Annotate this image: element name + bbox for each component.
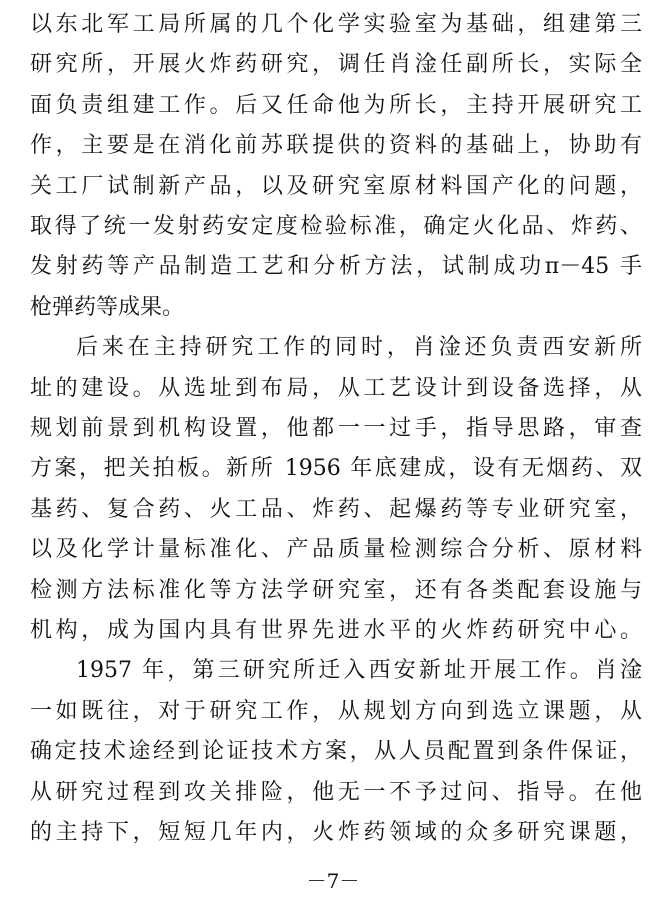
text-line: 址的建设。从选址到布局，从工艺设计到设备选择，从 — [30, 376, 642, 401]
text-line: 研究所，开展火炸药研究，调任肖淦任副所长，实际全 — [30, 52, 642, 77]
text-line: 1957 年，第三研究所迁入西安新址开展工作。肖淦 — [76, 658, 642, 683]
text-line: 机构，成为国内具有世界先进水平的火炸药研究中心。 — [30, 618, 642, 643]
text-line: 后来在主持研究工作的同时，肖淦还负责西安新所 — [76, 335, 642, 360]
text-line: 确定技术途经到论证技术方案，从人员配置到条件保证， — [30, 739, 642, 764]
text-line: 一如既往，对于研究工作，从规划方向到选立课题，从 — [30, 699, 642, 724]
text-line: 规划前景到机构设置，他都一一过手，指导思路，审查 — [30, 416, 642, 441]
text-line: 方案，把关拍板。新所 1956 年底建成，设有无烟药、双 — [30, 456, 642, 481]
text-line: 从研究过程到攻关排险，他无一不予过问、指导。在他 — [30, 780, 642, 805]
text-line: 发射药等产品制造工艺和分析方法，试制成功π－45 手 — [30, 254, 642, 279]
text-line: 面负责组建工作。后又任命他为所长，主持开展研究工 — [30, 93, 642, 118]
text-line: 作，主要是在消化前苏联提供的资料的基础上，协助有 — [30, 133, 642, 158]
text-line: 以东北军工局所属的几个化学实验室为基础，组建第三 — [30, 12, 642, 37]
text-line: 基药、复合药、火工品、炸药、起爆药等专业研究室， — [30, 497, 642, 522]
text-line: 以及化学计量标准化、产品质量检测综合分析、原材料 — [30, 537, 642, 562]
text-line: 的主持下，短短几年内，火炸药领域的众多研究课题， — [30, 820, 642, 845]
text-line: 关工厂试制新产品，以及研究室原材料国产化的问题， — [30, 174, 642, 199]
page-number: －7－ — [306, 869, 360, 893]
text-line: 枪弹药等成果。 — [30, 295, 185, 320]
text-line: 取得了统一发射药安定度检验标准，确定火化品、炸药、 — [30, 214, 642, 239]
text-line: 检测方法标准化等方法学研究室，还有各类配套设施与 — [30, 578, 642, 603]
